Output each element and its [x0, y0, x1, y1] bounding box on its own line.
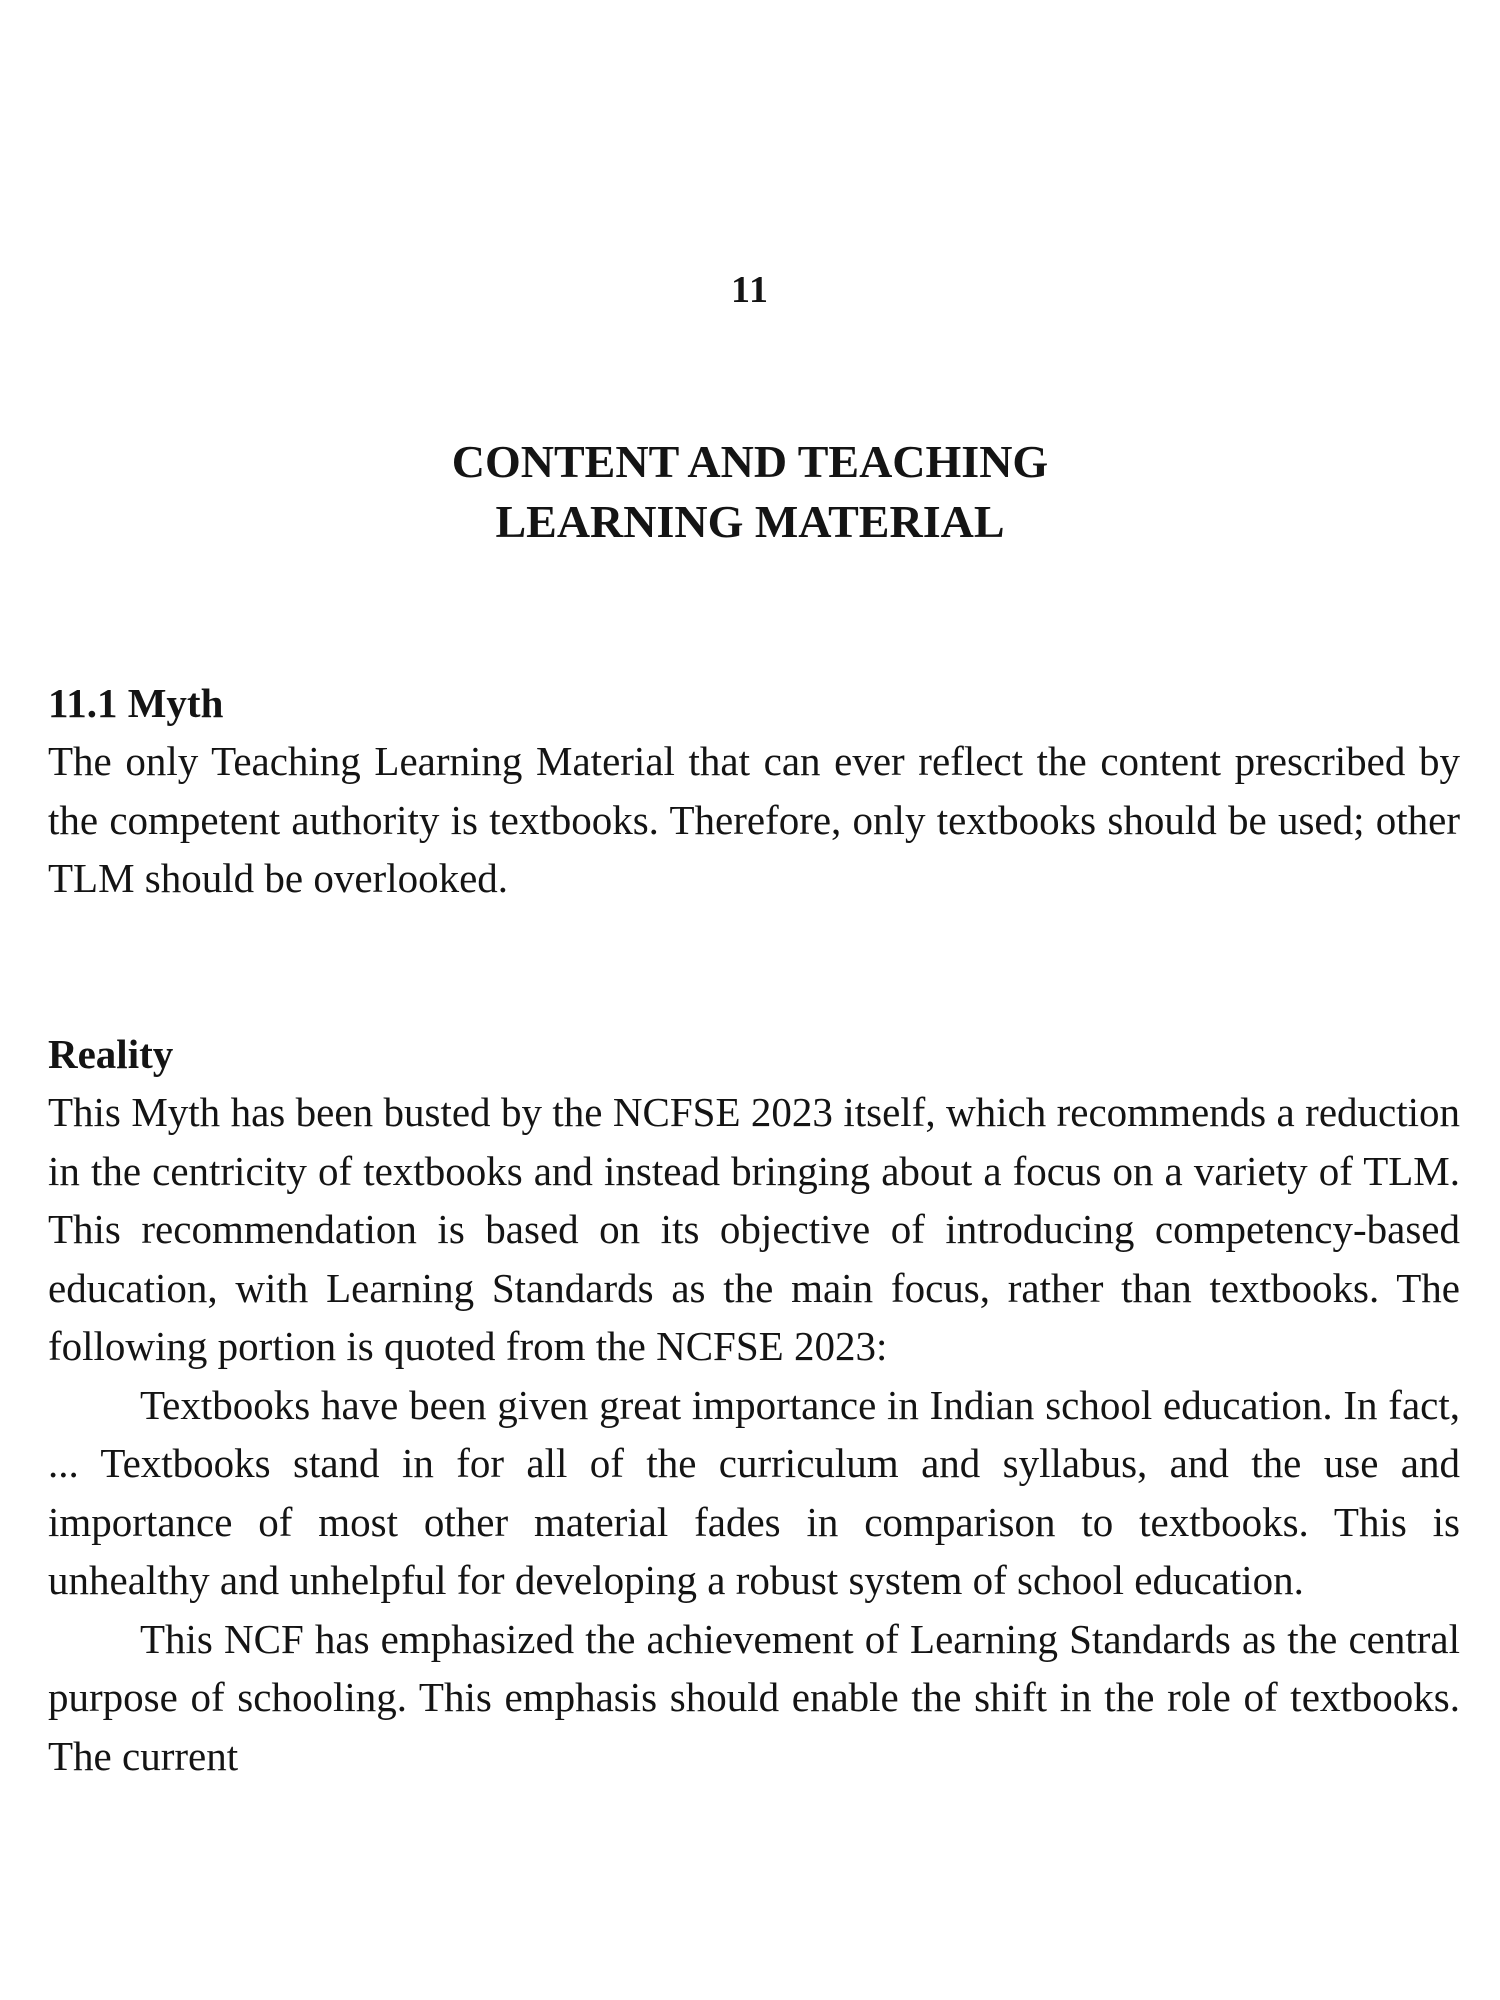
- chapter-number: 11: [731, 269, 769, 311]
- chapter-title-line-2: LEARNING MATERIAL: [495, 496, 1005, 547]
- myth-heading: 11.1 Myth: [48, 680, 224, 726]
- myth-paragraph: The only Teaching Learning Material that can ever reflect the content prescribed by the competent authority is textbooks. Therefore, only textbooks should be used; other TLM should be overlooked.: [48, 738, 1460, 901]
- chapter-title-line-1: CONTENT AND TEACHING: [451, 436, 1049, 487]
- reality-paragraph: This Myth has been busted by the NCFSE 2023 itself, which recommends a reduction in the centricity of textbooks and instead bringing about a focus on a variety of TLM. This recommendation is based on its objective of introducing competency-based education, with Learning Standards as the main focus, rather than textbooks. The following portion is quoted from the NCFSE 2023:: [48, 1089, 1460, 1369]
- quote-paragraph-1: Textbooks have been given great importance in Indian school education. In fact, ... Textbooks stand in for all of the curriculum and syllabus, and the use and importance of most other material fades in comparison to textbooks. This is unhealthy and unhelpful for developing a robust system of school education.: [48, 1381, 1460, 1603]
- myth-section: [48, 674, 1460, 908]
- reality-heading: Reality: [48, 1031, 174, 1077]
- chapter-title: [0, 432, 1500, 552]
- reality-section: [48, 1025, 1460, 1785]
- quote-paragraph-2: This NCF has emphasized the achievement of Learning Standards as the central purpose of schooling. This emphasis should enable the shift in the role of textbooks. The current: [48, 1615, 1460, 1779]
